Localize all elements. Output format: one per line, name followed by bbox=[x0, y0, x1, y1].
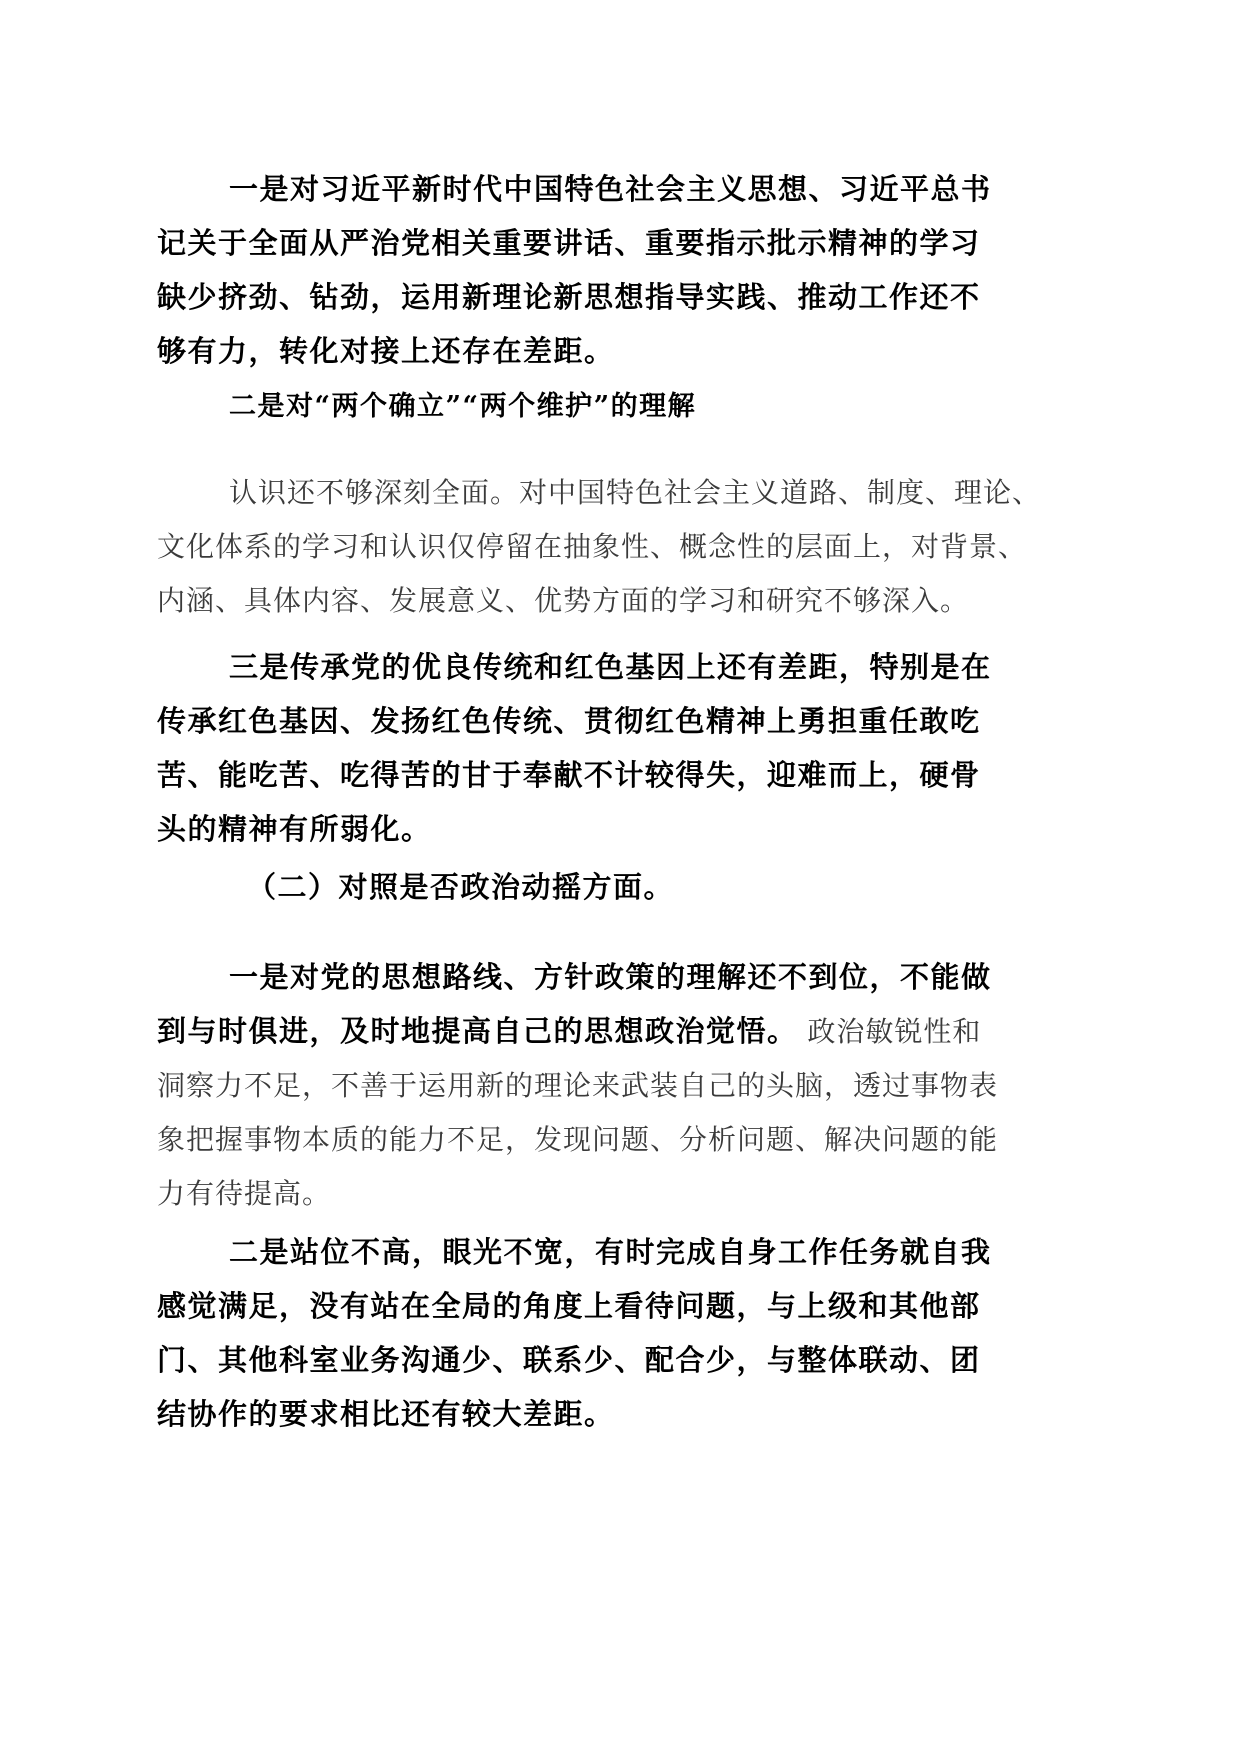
paragraph-line: 头的精神有所弱化。 bbox=[157, 812, 432, 846]
paragraph-understanding bbox=[157, 466, 1087, 628]
paragraph-line: 洞察力不足，不善于运用新的理论来武装自己的头脑，透过事物表 bbox=[157, 1069, 999, 1102]
paragraph-line: 二是对“两个确立”“两个维护”的理解 bbox=[229, 391, 697, 422]
paragraph-line: 认识还不够深刻全面。对中国特色社会主义道路、制度、理论、 bbox=[229, 476, 1042, 509]
paragraph-line: 缺少挤劲、钻劲，运用新理论新思想指导实践、推动工作还不 bbox=[157, 280, 981, 314]
paragraph-line-mixed bbox=[157, 1004, 1087, 1059]
paragraph-line: 一是对党的思想路线、方针政策的理解还不到位，不能做 bbox=[229, 960, 992, 994]
paragraph-line: 苦、能吃苦、吃得苦的甘于奉献不计较得失，迎难而上，硬骨 bbox=[157, 758, 981, 792]
section-heading-political bbox=[157, 860, 1087, 914]
paragraph-line: 记关于全面从严治党相关重要讲话、重要指示批示精神的学习 bbox=[157, 226, 981, 260]
paragraph-line: 力有待提高。 bbox=[157, 1177, 332, 1210]
paragraph-two-heading bbox=[157, 380, 1087, 434]
paragraph-line: 感觉满足，没有站在全局的角度上看待问题，与上级和其他部 bbox=[157, 1289, 981, 1323]
paragraph-line: 二是站位不高，眼光不宽，有时完成自身工作任务就自我 bbox=[229, 1235, 992, 1269]
paragraph-line: 三是传承党的优良传统和红色基因上还有差距，特别是在 bbox=[229, 650, 992, 684]
paragraph-line: 象把握事物本质的能力不足，发现问题、分析问题、解决问题的能 bbox=[157, 1123, 999, 1156]
paragraph-line: 结协作的要求相比还有较大差距。 bbox=[157, 1397, 615, 1431]
paragraph-one-party-line bbox=[157, 950, 1087, 1221]
paragraph-three-red-gene bbox=[157, 640, 1087, 856]
paragraph-line: 一是对习近平新时代中国特色社会主义思想、习近平总书 bbox=[229, 172, 992, 206]
paragraph-two-standpoint bbox=[157, 1225, 1087, 1441]
paragraph-line: 够有力，转化对接上还存在差距。 bbox=[157, 334, 615, 368]
paragraph-line: 传承红色基因、发扬红色传统、贯彻红色精神上勇担重任敢吃 bbox=[157, 704, 981, 738]
section-heading: （二）对照是否政治动摇方面。 bbox=[247, 870, 675, 904]
paragraph-line: 内涵、具体内容、发展意义、优势方面的学习和研究不够深入。 bbox=[157, 584, 970, 617]
paragraph-line: 文化体系的学习和认识仅停留在抽象性、概念性的层面上，对背景、 bbox=[157, 530, 1028, 563]
regular-run: 政治敏锐性和 bbox=[797, 1015, 982, 1048]
paragraph-line: 门、其他科室业务沟通少、联系少、配合少，与整体联动、团 bbox=[157, 1343, 981, 1377]
bold-run: 到与时俱进，及时地提高自己的思想政治觉悟。 bbox=[157, 1014, 798, 1048]
paragraph-one-theory-study bbox=[157, 162, 1087, 378]
